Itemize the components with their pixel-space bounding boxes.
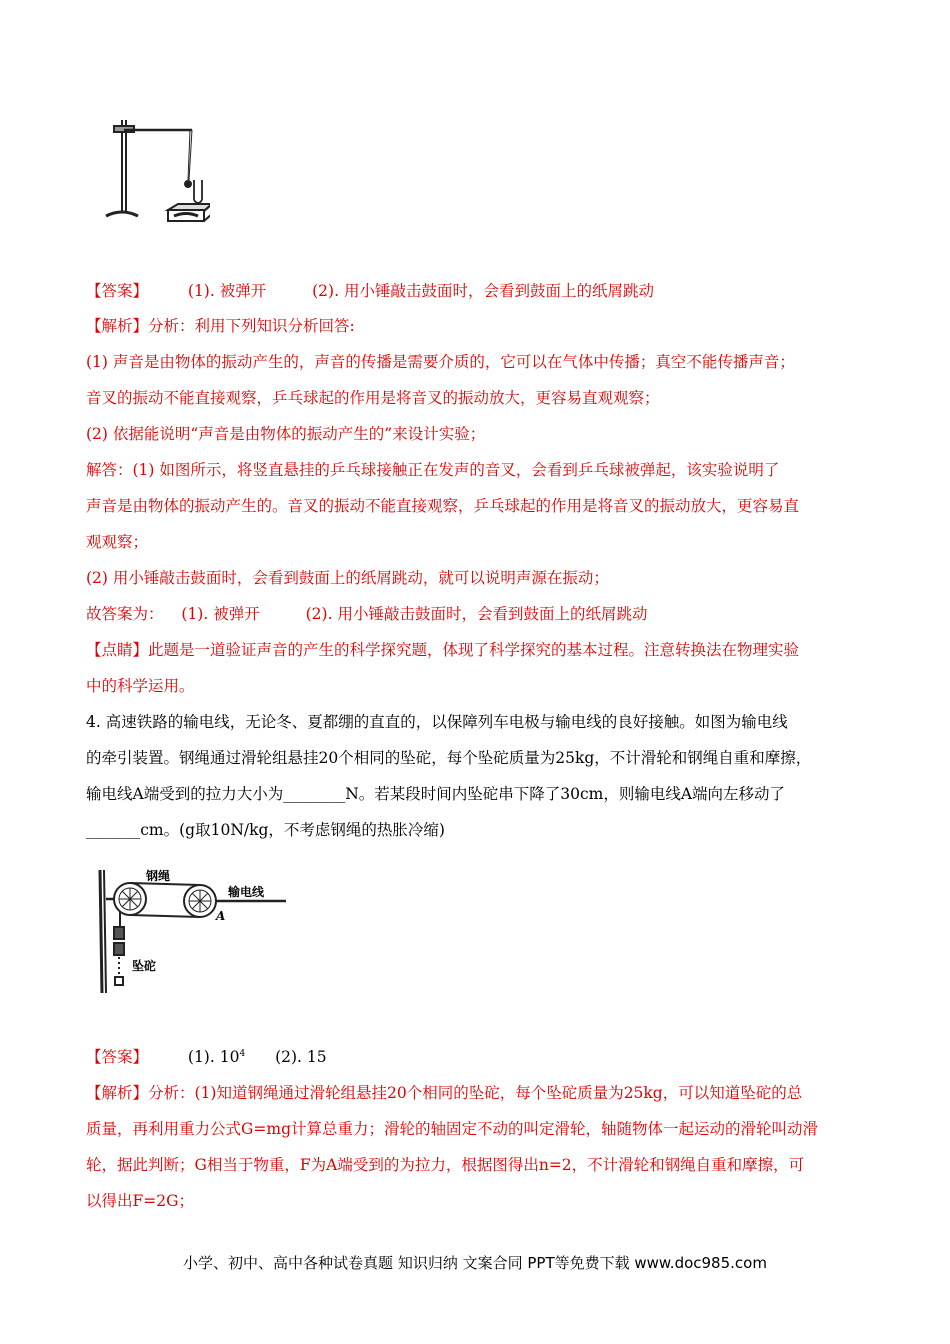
final-answer-p2-num: (2). (305, 605, 333, 623)
analysis3-line-5: 声音是由物体的振动产生的。音叉的振动不能直接观察，乒乓球起的作用是将音叉的振动放大，更容易直 (86, 497, 800, 515)
answer3-part1-num: (1). (187, 282, 215, 300)
question4-line-2: 的牵引装置。钢绳通过滑轮组悬挂20个相同的坠砣，每个坠砣质量为25kg，不计滑轮和钢绳自重和摩擦， (86, 749, 812, 767)
analysis4-line-1 (86, 1083, 802, 1103)
comment3-line-1 (86, 640, 799, 660)
analysis3-line-6: 观观察； (86, 533, 149, 551)
comment-tag: 【点睛】 (86, 641, 149, 659)
answer3-line (86, 281, 654, 301)
analysis3-intro: 分析：利用下列知识分析回答: (148, 317, 355, 335)
answer4-part2: 15 (306, 1048, 327, 1066)
analysis3-line-2: 音叉的振动不能直接观察，乒乓球起的作用是将音叉的振动放大，更容易直观观察； (86, 389, 660, 407)
analysis3-intro-line (86, 316, 355, 336)
pulley-figure (90, 865, 290, 995)
analysis4-tag: 【解析】 (86, 1084, 149, 1102)
answer4-part1-num: (1). (187, 1048, 215, 1066)
analysis3-line-7: (2) 用小锤敲击鼓面时，会看到鼓面上的纸屑跳动，就可以说明声源在振动； (86, 569, 609, 587)
final-answer-p1: 被弹开 (213, 605, 260, 623)
analysis4-line-4: 以得出F=2G； (86, 1192, 194, 1210)
question4-line-3: 输电线A端受到的拉力大小为________N。若某段时间内坠砣串下降了30cm，则输电线A端向左移动了 (86, 785, 786, 803)
analysis3-line-4: 解答：(1) 如图所示，将竖直悬挂的乒乓球接触正在发声的音叉，会看到乒乓球被弹起，该实验说明了 (86, 461, 780, 479)
analysis4-line-3: 轮，据此判断；G相当于物重，F为A端受到的为拉力，根据图得出n=2，不计滑轮和钢绳自重和摩擦，可 (86, 1156, 805, 1174)
question4-line-4: _______cm。(g取10N/kg，不考虑钢绳的热胀冷缩) (86, 821, 445, 839)
power-line-label: 输电线 (228, 885, 265, 899)
question4-line-1: 4. 高速铁路的输电线，无论冬、夏都绷的直直的，以保障列车电极与输电线的良好接触。如图为输电线 (86, 713, 788, 731)
answer4-line (86, 1047, 327, 1067)
analysis4-line-2: 质量，再利用重力公式G=mg计算总重力；滑轮的轴固定不动的叫定滑轮，轴随物体一起运动的滑轮叫动滑 (86, 1120, 818, 1138)
weights-label: 坠砣 (132, 959, 157, 973)
answer4-part1-exp: 4 (239, 1048, 246, 1059)
answer3-part2-num: (2). (312, 282, 339, 300)
comment3-line-2: 中的科学运用。 (86, 677, 195, 695)
stand-figure-drawing (106, 120, 210, 221)
answer3-part1: 被弹开 (219, 282, 267, 300)
answer4-tag: 【答案】 (86, 1048, 149, 1066)
answer4-part2-num: (2). (275, 1048, 302, 1066)
steel-rope-label: 钢绳 (146, 869, 171, 883)
final-answer-p2: 用小锤敲击鼓面时，会看到鼓面上的纸屑跳动 (337, 605, 648, 623)
answer4-part1 (220, 1048, 245, 1066)
final-answer-prefix: 故答案为： (86, 605, 164, 623)
analysis3-line-3: (2) 依据能说明“声音是由物体的振动产生的”来设计实验； (86, 425, 486, 443)
point-a-label: A (216, 909, 226, 923)
tuning-fork-figure (100, 108, 210, 223)
comment3-text-1: 此题是一道验证声音的产生的科学探究题，体现了科学探究的基本过程。注意转换法在物理实验 (148, 641, 800, 659)
analysis-tag: 【解析】 (86, 317, 149, 335)
answer-tag: 【答案】 (86, 282, 149, 300)
answer3-part2: 用小锤敲击鼓面时，会看到鼓面上的纸屑跳动 (343, 282, 654, 300)
footer-banner[interactable]: 小学、初中、高中各种试卷真题 知识归纳 文案合同 PPT等免费下载 www.doc985.com (183, 1254, 767, 1272)
answer4-part1-base: 10 (219, 1048, 240, 1066)
final-answer-p1-num: (1). (181, 605, 209, 623)
analysis3-line-8 (86, 604, 647, 624)
analysis4-text-1: 分析：(1)知道钢绳通过滑轮组悬挂20个相同的坠砣，每个坠砣质量为25kg，可以知道坠砣的总 (148, 1084, 803, 1102)
analysis3-line-1: (1) 声音是由物体的振动产生的，声音的传播是需要介质的，它可以在气体中传播；真空不能传播声音； (86, 353, 795, 371)
